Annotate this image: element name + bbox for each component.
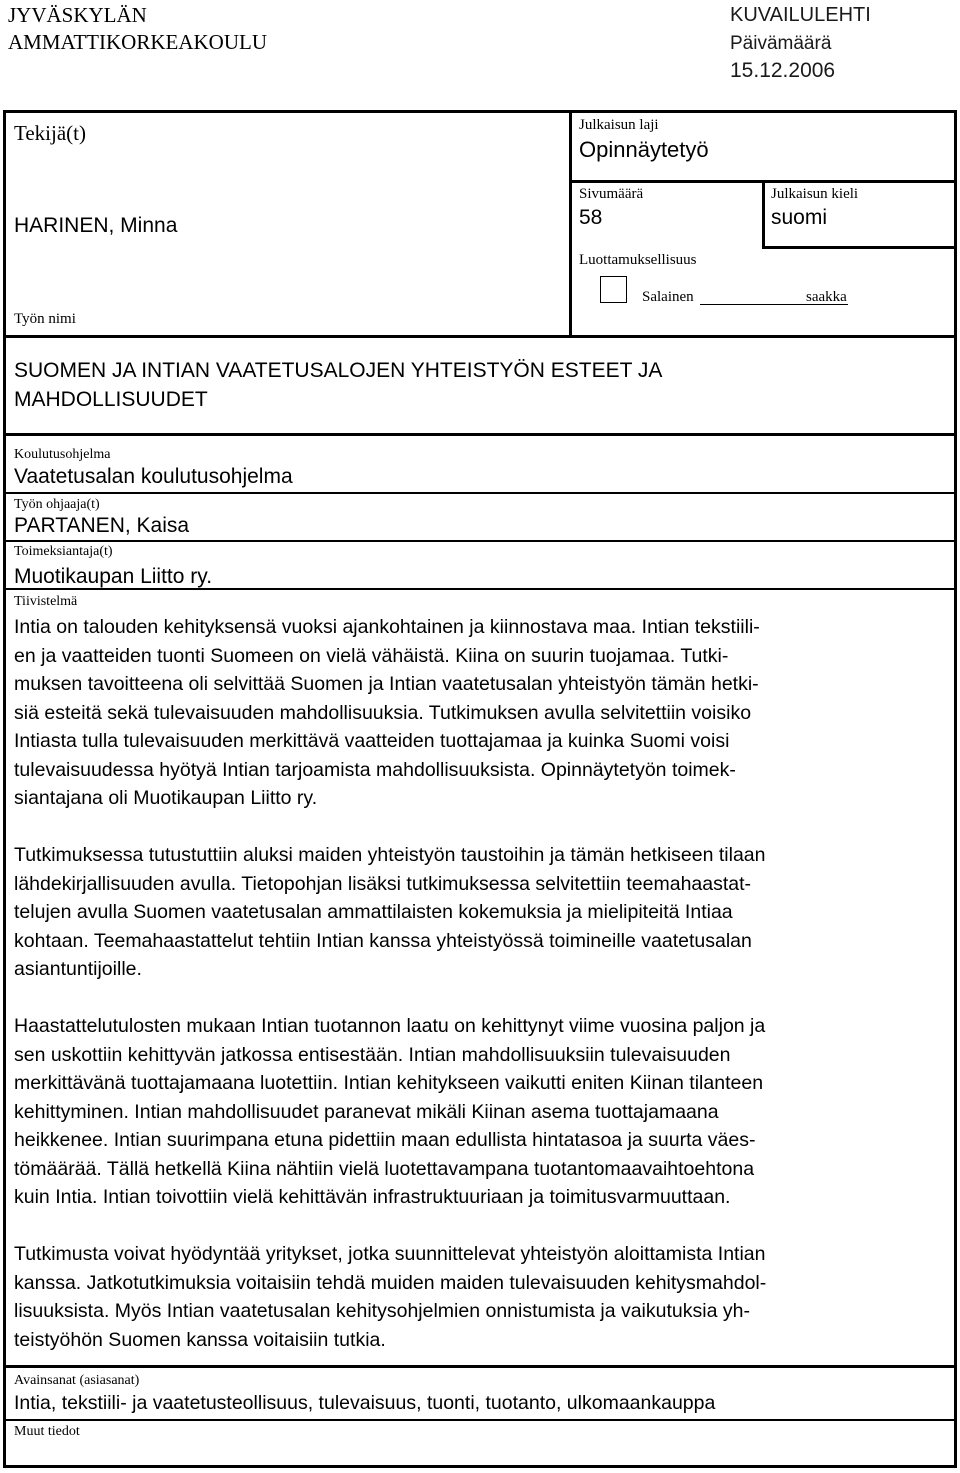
- pages-label: Sivumäärä: [579, 186, 644, 202]
- abstract-line: heikkenee. Intian suurimpana etuna pidettiin maan edullista hintatasoa ja suurta väes-: [14, 1129, 756, 1151]
- abstract-line: siä esteitä sekä tulevaisuuden mahdollisuuksia. Tutkimuksen avulla selvitettiin voisiko: [14, 701, 752, 724]
- publication-type-label: Julkaisun laji: [579, 117, 659, 133]
- abstract-line: sen uskottiin kehittyvän jatkossa entisestään. Intian mahdollisuuksiin tulevaisuuden: [14, 1043, 731, 1066]
- abstract-line: siantajana oli Muotikaupan Liitto ry.: [14, 787, 318, 809]
- divider-h-supervisor: [3, 492, 954, 494]
- pages-value: 58: [579, 206, 603, 229]
- abstract-paragraph: [14, 1012, 949, 1212]
- abstract-label: Tiivistelmä: [14, 594, 78, 609]
- institution-line2: AMMATTIKORKEAKOULU: [8, 30, 267, 54]
- abstract-line: muksen tavoitteena oli selvittää Suomen ja Intian vaatetusalan yhteistyön tämän hetki-: [14, 673, 759, 695]
- abstract-line: kohtaan. Teemahaastattelut tehtiin Intian kanssa yhteistyössä toimineille vaatetusalan: [14, 929, 752, 952]
- abstract-line: telujen avulla Suomen vaatetusalan ammattilaisten kokemuksia ja mielipiteitä Intiaa: [14, 901, 733, 923]
- abstract-line: tulevaisuudessa hyötyä Intian tarjoamista mahdollisuuksista. Opinnäytetyön toimek-: [14, 758, 736, 781]
- abstract-line: lähdekirjallisuuden avulla. Tietopohjan lisäksi tutkimuksessa selvitettiin teemahaastat-: [14, 872, 752, 895]
- confidentiality-label: Luottamuksellisuus: [579, 252, 697, 268]
- abstract-line: Haastattelutulosten mukaan Intian tuotannon laatu on kehittynyt viime vuosina paljon ja: [14, 1015, 766, 1037]
- other-info-label: Muut tiedot: [14, 1424, 80, 1439]
- divider-h-keywords: [3, 1365, 954, 1368]
- abstract-paragraph: [14, 613, 949, 813]
- divider-h-language: [762, 246, 954, 249]
- author-value: HARINEN, Minna: [14, 214, 178, 237]
- publication-type-value: Opinnäytetyö: [579, 137, 709, 162]
- divider-h-title: [3, 335, 954, 338]
- abstract-line: lisuuksista. Myös Intian vaatetusalan kehitysohjelmien onnistumista ja vaikutuksia yh-: [14, 1300, 750, 1322]
- title-label: Työn nimi: [14, 311, 76, 327]
- divider-h-program: [3, 433, 954, 436]
- divider-v-language: [762, 180, 765, 248]
- divider-h-commissioner: [3, 540, 954, 542]
- commissioner-value: Muotikaupan Liitto ry.: [14, 565, 213, 588]
- commissioner-label: Toimeksiantaja(t): [14, 544, 113, 559]
- abstract-line: kehittyminen. Intian mahdollisuudet paranevat mikäli Kiinan asema tuottajamaana: [14, 1100, 719, 1123]
- form-title: KUVAILULEHTI: [730, 4, 871, 26]
- date-value: 15.12.2006: [730, 59, 836, 82]
- abstract-line: kuin Intia. Intian toivottiin vielä kehittävän infrastruktuuriaan ja toimitusvarmuuttaan.: [14, 1186, 731, 1208]
- confidential-checkbox[interactable]: [600, 276, 627, 303]
- author-label: Tekijä(t): [14, 121, 86, 145]
- divider-h-other: [3, 1419, 954, 1421]
- abstract-line: kanssa. Jatkotutkimuksia voitaisiin tehdä muiden maiden tulevaisuuden kehitysmahdol-: [14, 1271, 767, 1294]
- supervisor-value: PARTANEN, Kaisa: [14, 514, 190, 537]
- program-value: Vaatetusalan koulutusohjelma: [14, 465, 293, 488]
- date-label: Päivämäärä: [730, 33, 832, 54]
- abstract-line: en ja vaatteiden tuonti Suomeen on vielä vähäistä. Kiina on suurin tuojamaa. Tutki-: [14, 644, 729, 667]
- abstract-paragraph: [14, 841, 949, 984]
- institution-name: [8, 2, 267, 56]
- language-label: Julkaisun kieli: [771, 186, 859, 202]
- institution-line1: JYVÄSKYLÄN: [8, 3, 147, 27]
- confidential-until-label: saakka: [806, 289, 847, 305]
- thesis-title-line2: MAHDOLLISUUDET: [14, 388, 208, 411]
- abstract-line: tömäärää. Tällä hetkellä Kiina nähtiin vielä luotettavampana tuotantomaavaihtoehtona: [14, 1157, 755, 1180]
- abstract-line: teistyöhön Suomen kanssa voitaisiin tutkia.: [14, 1328, 386, 1351]
- divider-vertical-main: [569, 110, 572, 336]
- abstract-body: [14, 613, 949, 1354]
- abstract-line: Tutkimusta voivat hyödyntää yritykset, jotka suunnittelevat yhteistyön aloittamista Intian: [14, 1243, 766, 1265]
- program-label: Koulutusohjelma: [14, 447, 111, 462]
- abstract-line: merkittävänä tuottajamaana luotettiin. Intian kehitykseen vaikutti eniten Kiinan tilanteen: [14, 1072, 764, 1094]
- abstract-paragraph: [14, 1240, 949, 1354]
- keywords-value: Intia, tekstiili- ja vaatetusteollisuus, tulevaisuus, tuonti, tuotanto, ulkomaankauppa: [14, 1392, 716, 1414]
- abstract-line: asiantuntijoille.: [14, 958, 142, 980]
- language-value: suomi: [771, 206, 828, 229]
- keywords-label: Avainsanat (asiasanat): [14, 1373, 140, 1388]
- supervisor-label: Työn ohjaaja(t): [14, 497, 100, 512]
- confidential-checkbox-label: Salainen: [642, 289, 694, 305]
- abstract-line: Intia on talouden kehityksensä vuoksi ajankohtainen ja kiinnostava maa. Intian tekstiili-: [14, 616, 760, 638]
- abstract-line: Tutkimuksessa tutustuttiin aluksi maiden yhteistyön taustoihin ja tämän hetkiseen tilaan: [14, 844, 766, 866]
- thesis-title: [14, 356, 662, 414]
- abstract-line: Intiasta tulla tulevaisuuden merkittävä vaatteiden tuottajamaa ja kuinka Suomi voisi: [14, 730, 730, 752]
- thesis-title-line1: SUOMEN JA INTIAN VAATETUSALOJEN YHTEISTYÖN ESTEET JA: [14, 359, 663, 382]
